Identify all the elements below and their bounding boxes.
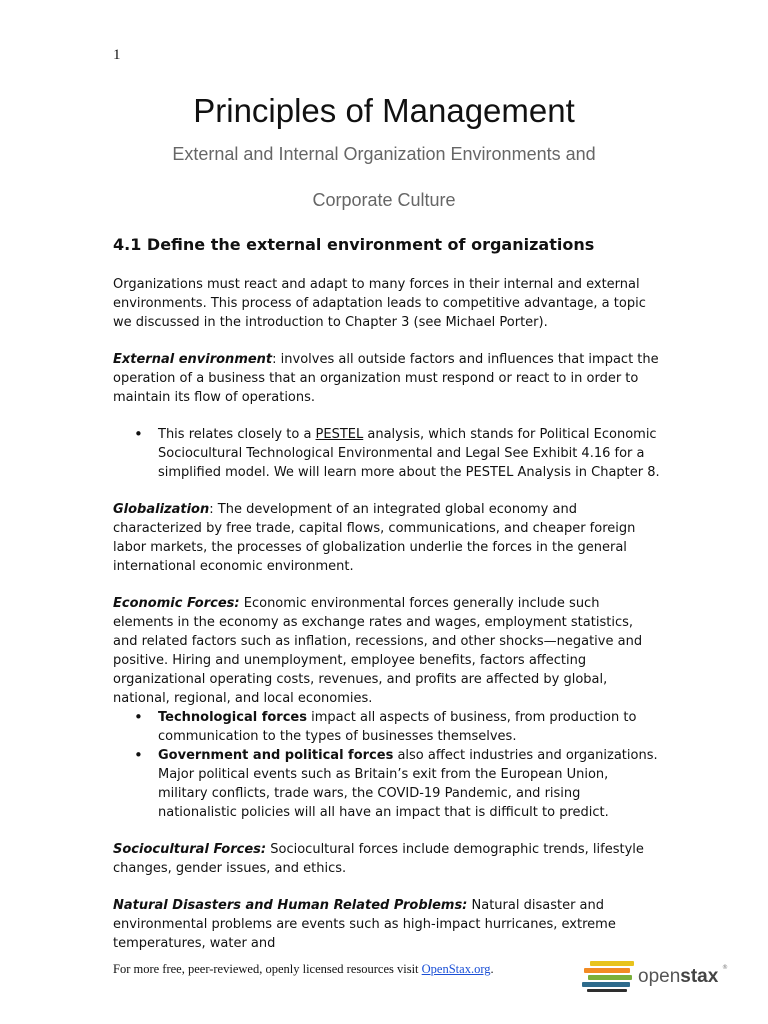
- footer-end: .: [490, 962, 494, 976]
- logo-book-blue: [582, 982, 630, 987]
- document-body: [113, 234, 661, 971]
- logo-word-stax: stax: [680, 966, 719, 987]
- footer-text: For more free, peer-reviewed, openly licensed resources visit: [113, 962, 422, 976]
- logo-book-orange: [584, 968, 630, 973]
- trademark-mark: ®: [722, 964, 728, 971]
- sociocultural-forces-paragraph: [113, 840, 661, 878]
- technological-forces-text: impact all aspects of business, from production to communication to the types of businesses themselves.: [158, 710, 637, 744]
- footer-note: [113, 962, 494, 977]
- logo-book-yellow: [590, 961, 634, 966]
- list-item: [158, 425, 661, 482]
- openstax-logo: [582, 958, 727, 994]
- government-forces-text: also affect industries and organizations. Major political events such as Britain’s exit from the European Union, military conflicts, trade wars, the COVID-19 Pandemic, and rising nationalistic policies will all have an impact that is difficult to predict.: [158, 748, 658, 820]
- forces-list: [113, 708, 661, 822]
- page-number: 1: [113, 47, 121, 63]
- economic-forces-paragraph: [113, 594, 661, 708]
- pestel-link[interactable]: PESTEL: [315, 427, 364, 442]
- natural-disasters-term: Natural Disasters and Human Related Problems:: [113, 898, 468, 913]
- natural-disasters-text: Natural disaster and environmental problems are events such as high-impact hurricanes, extreme temperatures, water and: [113, 898, 616, 951]
- pestel-text-after: analysis, which stands for Political Economic Sociocultural Technological Environmental and Legal See Exhibit 4.16 for a simplified model. We will learn more about the PESTEL Analysis in Chapter 8.: [158, 427, 660, 480]
- logo-book-dark: [587, 989, 627, 992]
- government-forces-term: Government and political forces: [158, 748, 394, 763]
- external-environment-paragraph: [113, 350, 661, 407]
- intro-paragraph: Organizations must react and adapt to many forces in their internal and external environments. This process of adaptation leads to competitive advantage, a topic we discussed in the introduction to Chapter 3 (see Michael Porter).: [113, 277, 646, 330]
- globalization-paragraph: [113, 500, 661, 576]
- sociocultural-forces-text: Sociocultural forces include demographic trends, lifestyle changes, gender issues, and ethics.: [113, 842, 644, 876]
- logo-word-open: open: [638, 966, 681, 987]
- globalization-text: : The development of an integrated global economy and characterized by free trade, capital flows, communications, and cheaper foreign labor markets, the processes of globalization underlie the forces in the general international economic environment.: [113, 502, 636, 574]
- external-environment-term: External environment: [113, 352, 273, 367]
- list-item: [158, 746, 661, 822]
- economic-forces-term: Economic Forces:: [113, 596, 240, 611]
- section-heading: 4.1 Define the external environment of organizations: [113, 235, 595, 254]
- openstax-books-icon: [582, 958, 634, 994]
- external-environment-text: : involves all outside factors and influences that impact the operation of a business that an organization must respond or react to in order to maintain its flow of operations.: [113, 352, 659, 405]
- sociocultural-forces-term: Sociocultural Forces:: [113, 842, 267, 857]
- list-item: [158, 708, 661, 746]
- technological-forces-term: Technological forces: [158, 710, 307, 725]
- natural-disasters-paragraph: [113, 896, 661, 953]
- pestel-text-before: This relates closely to a: [158, 427, 316, 442]
- economic-forces-text: Economic environmental forces generally include such elements in the economy as exchange rates and wages, employment statistics, and related factors such as inflation, recessions, and other shocks—negative and positive. Hiring and unemployment, employee benefits, factors affecting organizational operating costs, revenues, and profits are affected by global, national, regional, and local economies.: [113, 596, 643, 706]
- openstax-link[interactable]: OpenStax.org: [421, 962, 491, 976]
- document-subtitle-line1: External and Internal Organization Environments and: [172, 144, 596, 164]
- document-title: Principles of Management: [193, 92, 575, 129]
- openstax-wordmark: [638, 966, 718, 988]
- pestel-list: [113, 425, 661, 482]
- logo-book-green: [588, 975, 632, 980]
- globalization-term: Globalization: [113, 502, 210, 517]
- document-subtitle-line2: Corporate Culture: [312, 190, 456, 210]
